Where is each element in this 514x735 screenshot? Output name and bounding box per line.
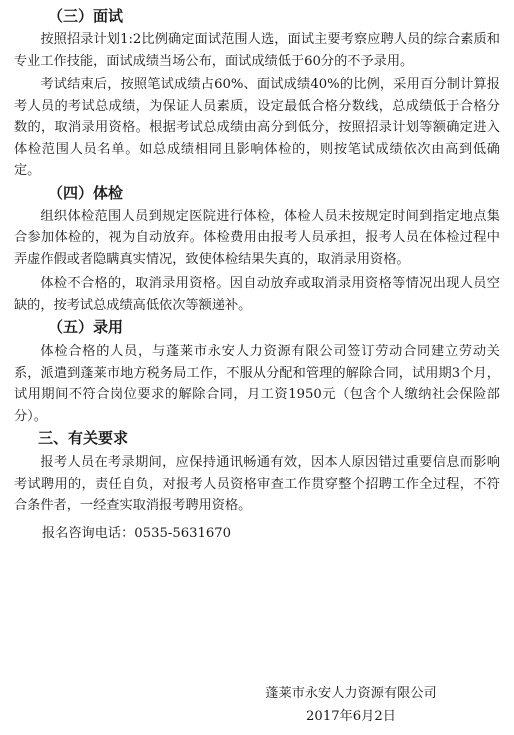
heading-medical: （四）体检	[48, 183, 124, 202]
signature-date: 2017年6月2日	[306, 709, 396, 724]
paragraph-medical-1: 组织体检范围人员到规定医院进行体检，体检人员未按规定时间到指定地点集合参加体检的，视为自动放弃。体检费用由报考人员承担，报考人员在体检过程中弄虚作假或者隐瞒真实情况，致使体检结果失真的，取消录用资格。	[14, 208, 500, 267]
paragraph-interview-1: 按照招录计划1:2比例确定面试范围人选，面试主要考察应聘人员的综合素质和专业工作技能，面试成绩当场公布，面试成绩低于60分的不予录用。	[14, 32, 500, 69]
heading-hiring: （五）录用	[48, 318, 124, 336]
heading-interview: （三）面试	[48, 7, 124, 25]
paragraph-requirements-1: 报考人员在考录期间，应保持通讯畅通有效，因本人原因错过重要信息而影响考试聘用的，责任自负，对报考人员资格审查工作贯穿整个招聘工作全过程，不符合条件者，一经查实取消报考聘用资格。	[14, 455, 500, 513]
contact-phone: 报名咨询电话：0535-5631670	[42, 525, 232, 541]
paragraph-interview-2: 考试结束后，按照笔试成绩占60%、面试成绩40%的比例，采用百分制计算报考人员的考试总成绩，为保证人员素质，设定最低合格分数线，总成绩低于合格分数的，取消录用资格。根据考试总成绩由高分到低分，按照招录计划等额确定进入体检范围人员名单。如总成绩相同且影响体检的，则按笔试成绩依次由高到低确定。	[14, 77, 500, 178]
heading-requirements: 三、有关要求	[38, 429, 129, 447]
paragraph-hiring-1: 体检合格的人员，与蓬莱市永安人力资源有限公司签订劳动合同建立劳动关系，派遣到蓬莱市地方税务局工作，不服从分配和管理的解除合同，试用期3个月，试用期间不符合岗位要求的解除合同，月工资1950元（包含个人缴纳社会保险部分）。	[14, 344, 500, 424]
paragraph-medical-2: 体检不合格的，取消录用资格。因自动放弃或取消录用资格等情况出现人员空缺的，按考试总成绩高低依次等额递补。	[14, 276, 500, 313]
signature-organization: 蓬莱市永安人力资源有限公司	[265, 686, 437, 701]
